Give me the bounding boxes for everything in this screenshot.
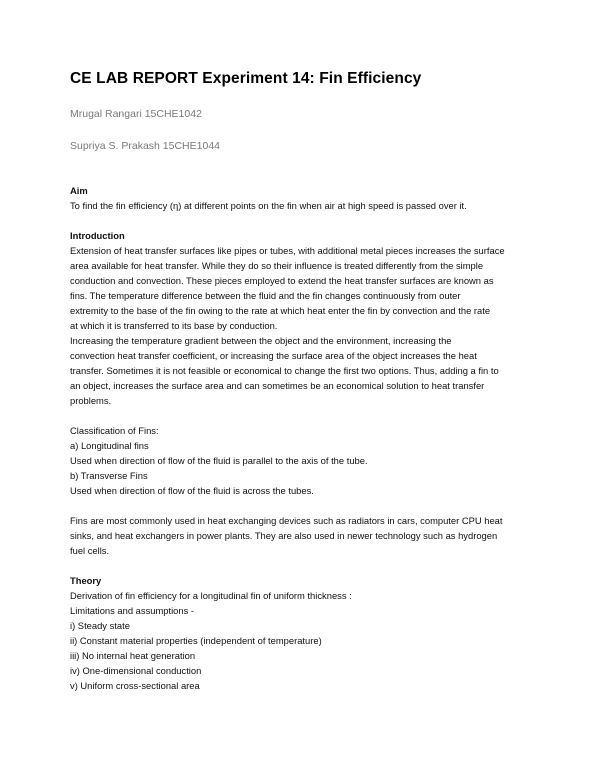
author-line: Mrugal Rangari 15CHE1042 (70, 108, 202, 120)
author-line: Supriya S. Prakash 15CHE1044 (70, 140, 220, 152)
paragraph-line: extremity to the base of the fin owing to the rate at which heat enter the fin by convection and the rate (70, 305, 491, 316)
theory-line: iii) No internal heat generation (70, 650, 196, 661)
document-title: CE LAB REPORT Experiment 14: Fin Efficiency (70, 70, 422, 87)
paragraph-line: Extension of heat transfer surfaces like pipes or tubes, with additional metal pieces increases the surface (70, 245, 505, 256)
theory-line: ii) Constant material properties (independent of temperature) (70, 635, 322, 646)
classification-line: Used when direction of flow of the fluid is parallel to the axis of the tube. (70, 455, 368, 466)
section-heading-aim: Aim (70, 185, 88, 196)
aim-text: To find the fin efficiency (η) at different points on the fin when air at high speed is passed over it. (70, 200, 467, 211)
classification-line: Classification of Fins: (70, 425, 159, 436)
classification-line: a) Longitudinal fins (70, 440, 149, 451)
theory-line: Derivation of fin efficiency for a longitudinal fin of uniform thickness : (70, 590, 352, 601)
paragraph-line: Increasing the temperature gradient between the object and the environment, increasing the (70, 335, 452, 346)
theory-line: iv) One-dimensional conduction (70, 665, 202, 676)
paragraph-line: Fins are most commonly used in heat exchanging devices such as radiators in cars, computer CPU heat (70, 515, 503, 526)
classification-line: Used when direction of flow of the fluid is across the tubes. (70, 485, 314, 496)
classification-line: b) Transverse Fins (70, 470, 148, 481)
paragraph-line: convection heat transfer coefficient, or increasing the surface area of the object increases the heat (70, 350, 477, 361)
theory-line: v) Uniform cross-sectional area (70, 680, 200, 691)
paragraph-line: at which it is transferred to its base by conduction. (70, 320, 278, 331)
paragraph-line: fuel cells. (70, 545, 110, 556)
document-body (70, 183, 540, 693)
section-heading-introduction: Introduction (70, 230, 125, 241)
paragraph-line: an object, increases the surface area and can sometimes be an economical solution to heat transfer (70, 380, 485, 391)
paragraph-line: fins. The temperature difference between the fluid and the fin changes continuously from outer (70, 290, 461, 301)
paragraph-line: sinks, and heat exchangers in power plants. They are also used in newer technology such as hydrogen (70, 530, 498, 541)
paragraph-line: conduction and convection. These pieces employed to extend the heat transfer surfaces are known as (70, 275, 494, 286)
paragraph-line: problems. (70, 395, 112, 406)
paragraph-line: transfer. Sometimes it is not feasible or economical to change the first two options. Thus, adding a fin to (70, 365, 499, 376)
theory-line: i) Steady state (70, 620, 130, 631)
theory-line: Limitations and assumptions - (70, 605, 195, 616)
paragraph-line: area available for heat transfer. While they do so their influence is treated differently from the simple (70, 260, 484, 271)
section-heading-theory: Theory (70, 575, 102, 586)
